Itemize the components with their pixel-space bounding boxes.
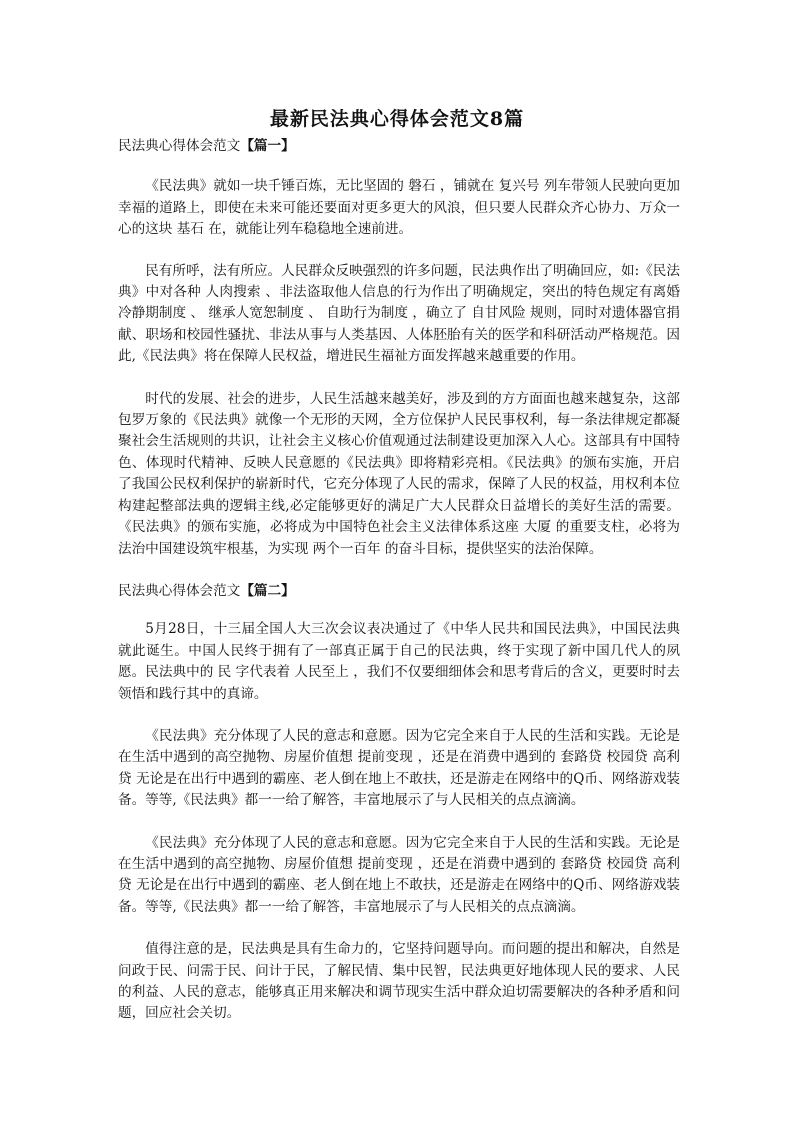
document-title: 最新民法典心得体会范文8篇 xyxy=(269,108,525,130)
section-heading-2 xyxy=(118,581,680,602)
paragraph: 民有所呼，法有所应。人民群众反映强烈的许多问题，民法典作出了明确回应，如:《民法典》中对各种 人肉搜索 、非法盗取他人信息的行为作出了明确规定，突出的特色规定有离婚冷静期制度 、 继承人宽恕制度 、 自助行为制度 ，确立了 自甘风险 规则，同时对遗体器官捐献、职场和校园性骚扰、非法从事与人类基因、人体胚胎有关的医学和科研活动严格规范。因此,《民法典》将在保障人民权益，增进民生福祉方面发挥越来越重要的作用。 xyxy=(118,262,680,365)
section-heading-tag: 【篇二】 xyxy=(240,582,295,599)
section-heading-text: 民法典心得体会范文 xyxy=(118,138,241,154)
section-heading-1 xyxy=(118,136,680,157)
paragraph: 5月28日，十三届全国人大三次会议表决通过了《中华人民共和国民法典》，中国民法典就此诞生。中国人民终于拥有了一部真正属于自己的民法典，终于实现了新中国几代人的夙愿。民法典中的 民 字代表着 人民至上 ，我们不仅要细细体会和思考背后的含义，更要时时去领悟和践行其中的真谛。 xyxy=(118,621,680,702)
paragraph: 时代的发展、社会的进步，人民生活越来越美好，涉及到的方方面面也越来越复杂，这部包罗万象的《民法典》就像一个无形的天网，全方位保护人民民事权利，每一条法律规定都凝聚社会生活规则的共识，让社会主义核心价值观通过法制建设更加深入人心。这部具有中国特色、体现时代精神、反映人民意愿的《民法典》即将精彩亮相。《民法典》的颁布实施，开启了我国公民权利保护的崭新时代，它充分体现了人民的需求，保障了人民的权益，用权利本位构建起整部法典的逻辑主线,必定能够更好的满足广大人民群众日益增长的美好生活的需要。《民法典》的颁布实施，必将成为中国特色社会主义法律体系这座 大厦 的重要支柱，必将为法治中国建设筑牢根基，为实现 两个一百年 的奋斗目标，提供坚实的法治保障。 xyxy=(118,390,680,557)
paragraph: 《民法典》充分体现了人民的意志和意愿。因为它完全来自于人民的生活和实践。无论是在生活中遇到的高空抛物、房屋价值想 提前变现 ，还是在消费中遇到的 套路贷 校园贷 高利贷 无论是在出行中遇到的霸座、老人倒在地上不敢扶，还是游走在网络中的Q币、网络游戏装备。等等,《民法典》都一一给了解答，丰富地展示了与人民相关的点点滴滴。 xyxy=(118,834,680,915)
section-heading-text: 民法典心得体会范文 xyxy=(118,582,241,599)
document-body xyxy=(118,136,680,1046)
section-heading-tag: 【篇一】 xyxy=(240,138,295,154)
paragraph: 值得注意的是，民法典是具有生命力的，它坚持问题导向。而问题的提出和解决，自然是问政于民、问需于民、问计于民，了解民情、集中民智，民法典更好地体现人民的要求、人民的利益、人民的意志，能够真正用来解决和调节现实生活中群众迫切需要解决的各种矛盾和问题，回应社会关切。 xyxy=(118,941,680,1022)
paragraph: 《民法典》就如一块千锤百炼，无比坚固的 磐石 ，铺就在 复兴号 列车带领人民驶向更加幸福的道路上，即使在未来可能还要面对更多更大的风浪，但只要人民群众齐心协力、万众一心的这块 基石 在，就能让列车稳稳地全速前进。 xyxy=(118,178,680,238)
paragraph: 《民法典》充分体现了人民的意志和意愿。因为它完全来自于人民的生活和实践。无论是在生活中遇到的高空抛物、房屋价值想 提前变现 ，还是在消费中遇到的 套路贷 校园贷 高利贷 无论是在出行中遇到的霸座、老人倒在地上不敢扶，还是游走在网络中的Q币、网络游戏装备。等等,《民法典》都一一给了解答，丰富地展示了与人民相关的点点滴滴。 xyxy=(118,727,680,809)
